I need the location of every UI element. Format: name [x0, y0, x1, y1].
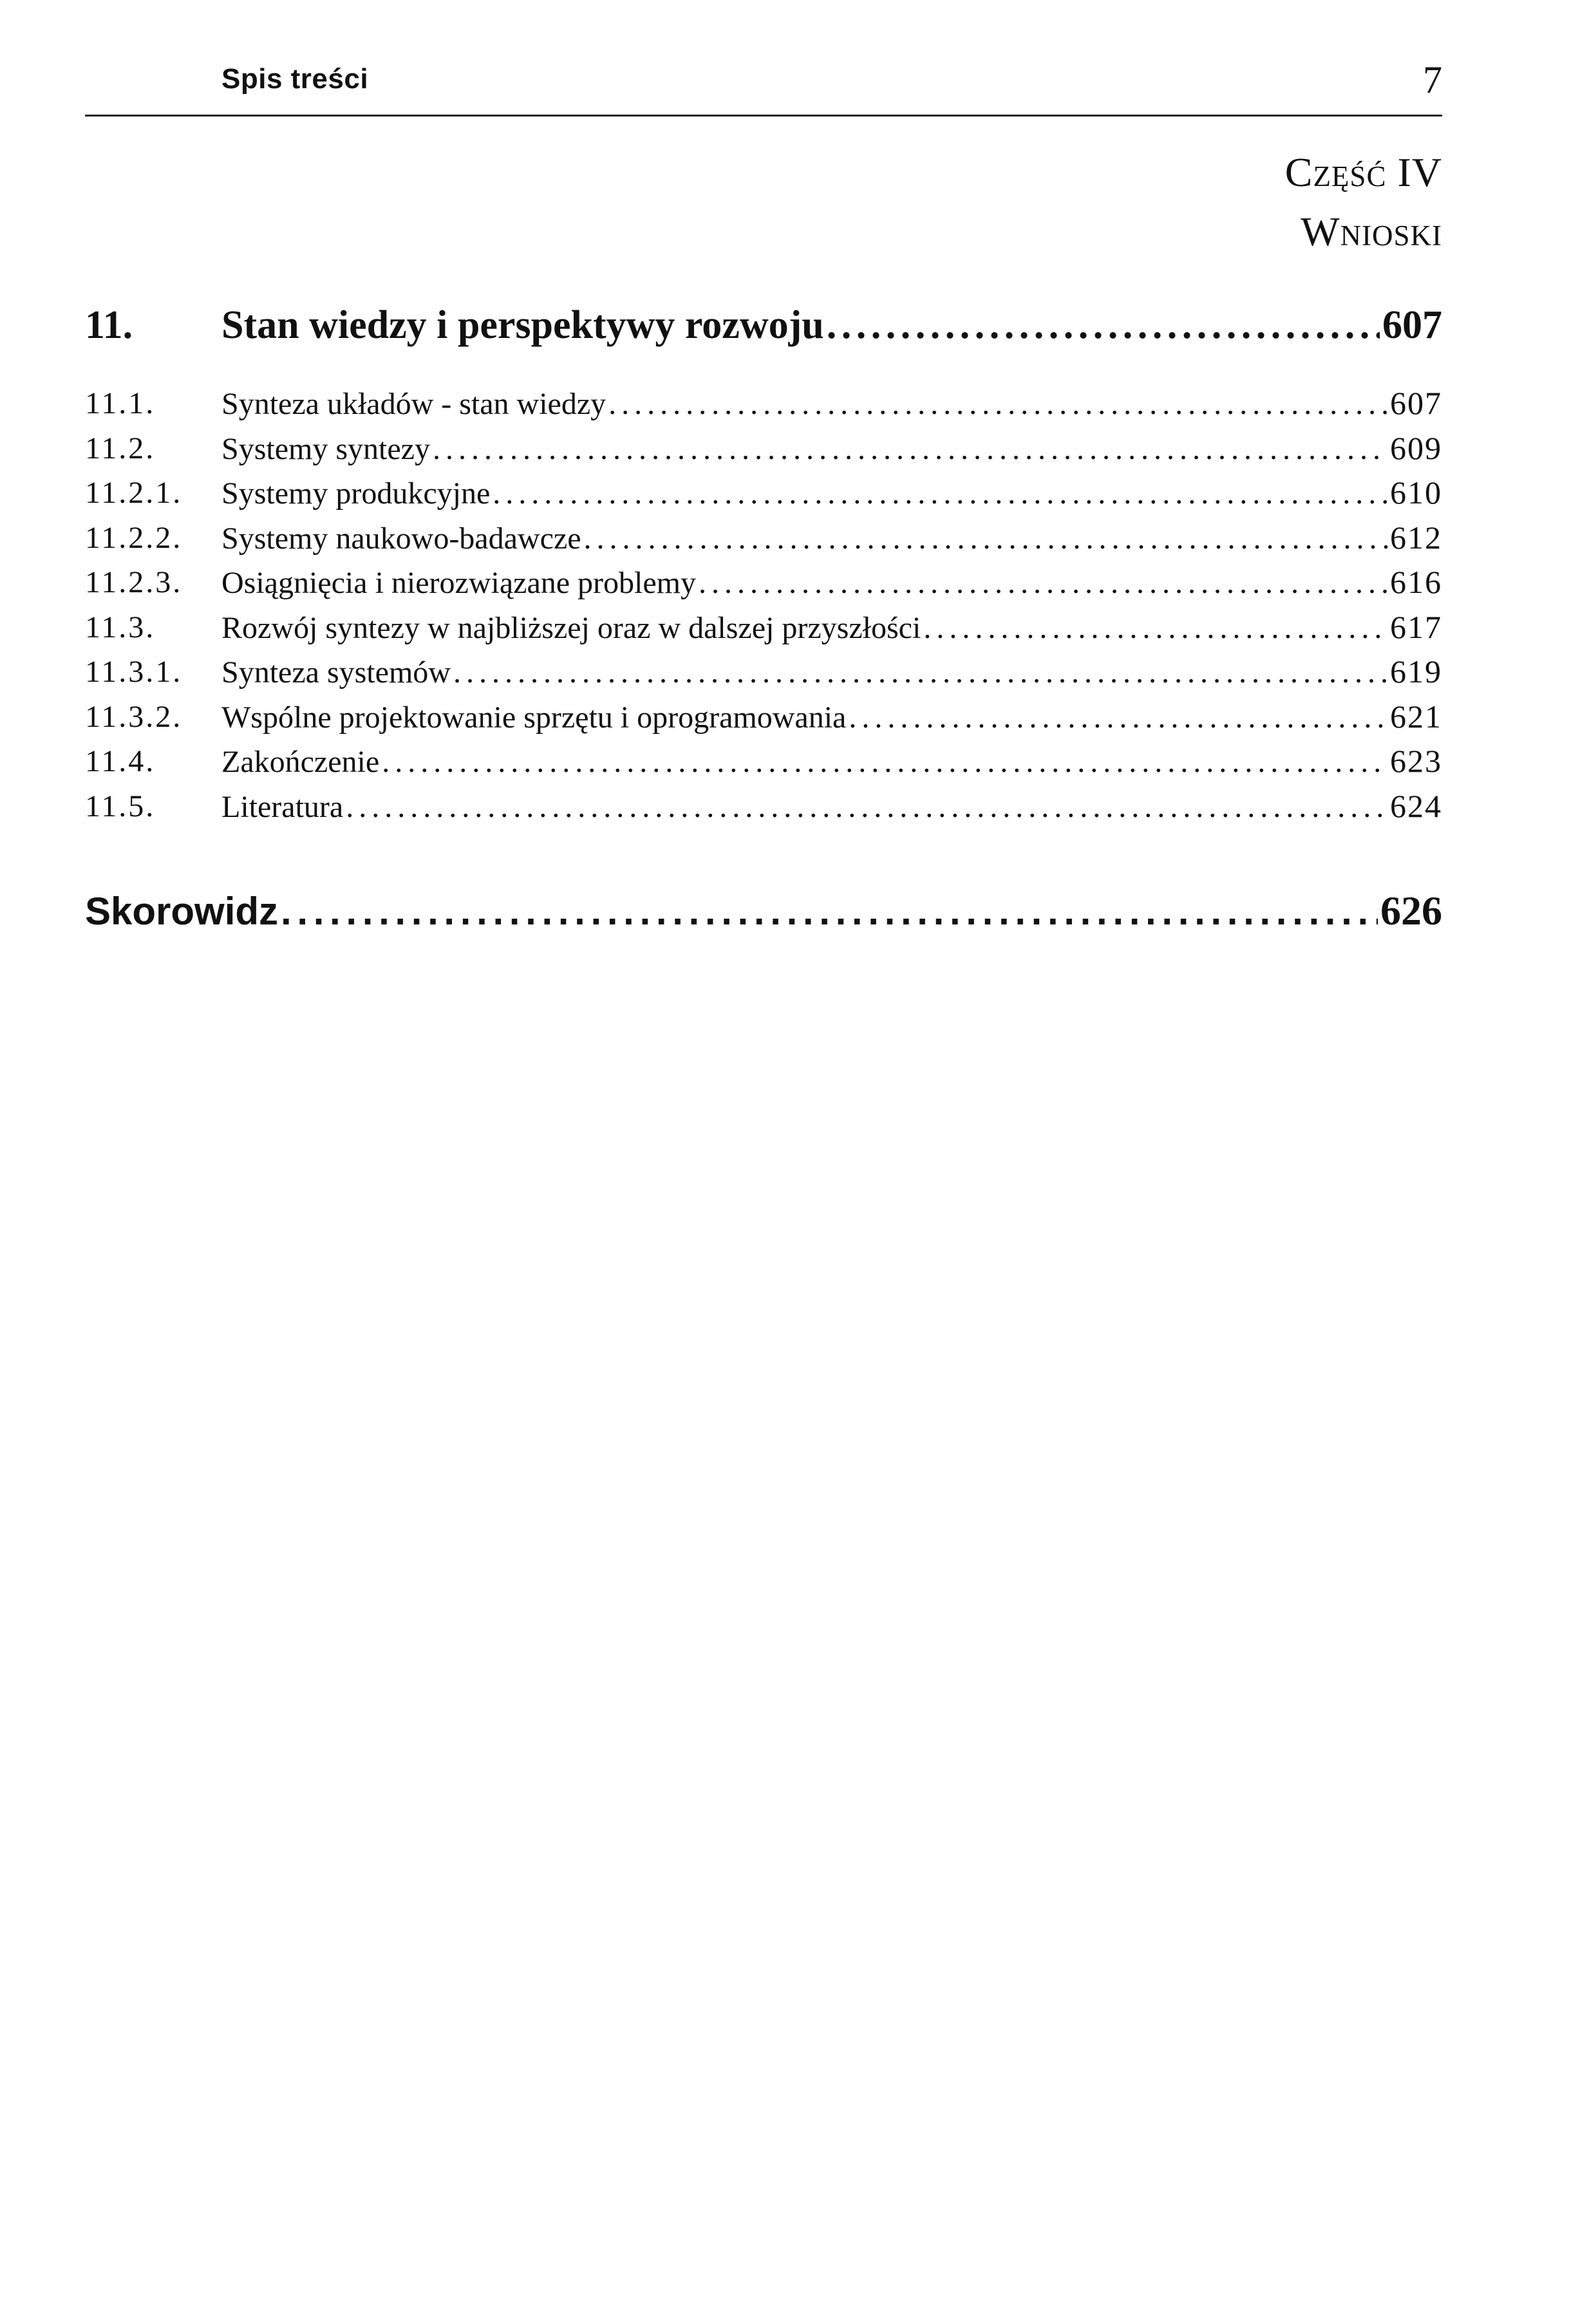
section-title: Systemy syntezy	[221, 431, 430, 466]
part-heading	[1285, 143, 1442, 261]
chapter-line	[221, 303, 1442, 348]
section-number: 11.2.3.	[85, 565, 183, 599]
section-page-number: 623	[1390, 743, 1442, 779]
section-number: 11.2.1.	[85, 476, 183, 510]
dot-leader	[493, 471, 1387, 516]
toc-entry[interactable]	[85, 426, 1442, 471]
dot-leader	[923, 606, 1387, 651]
running-header-title: Spis treści	[221, 63, 369, 95]
running-header	[85, 57, 1442, 117]
dot-leader	[382, 740, 1387, 785]
section-number: 11.2.2.	[85, 520, 183, 555]
section-number: 11.3.2.	[85, 699, 183, 734]
toc-entry[interactable]	[85, 739, 1442, 784]
toc-entry[interactable]	[85, 650, 1442, 695]
section-title: Literatura	[221, 789, 344, 824]
dot-leader	[608, 382, 1387, 427]
dot-leader	[827, 303, 1380, 348]
section-title: Wspólne projektowanie sprzętu i oprogramowania	[221, 700, 847, 735]
dot-leader	[699, 561, 1387, 606]
section-page-number: 617	[1390, 608, 1442, 645]
section-line	[221, 426, 1442, 472]
toc-entry[interactable]	[85, 471, 1442, 516]
dot-leader	[584, 516, 1388, 561]
dot-leader	[346, 785, 1387, 830]
section-page-number: 609	[1390, 429, 1442, 466]
chapter-entry[interactable]	[85, 303, 1442, 354]
section-number: 11.3.	[85, 610, 156, 644]
chapter-title: Stan wiedzy i perspektywy rozwoju	[221, 303, 824, 347]
section-title: Zakończenie	[221, 745, 380, 779]
toc-entry[interactable]	[85, 560, 1442, 605]
index-title: Skorowidz	[85, 890, 279, 933]
section-number: 11.4.	[85, 744, 156, 778]
section-number: 11.3.1.	[85, 655, 183, 689]
dot-leader	[849, 695, 1387, 740]
section-page-number: 619	[1390, 653, 1442, 689]
section-line	[221, 784, 1442, 830]
section-list	[85, 381, 1442, 829]
running-header-page-number: 7	[1423, 59, 1442, 101]
toc-entry[interactable]	[85, 695, 1442, 740]
section-line	[221, 739, 1442, 785]
toc-entry[interactable]	[85, 381, 1442, 426]
index-page-number: 626	[1380, 888, 1442, 933]
section-line	[221, 516, 1442, 561]
chapter-number: 11.	[85, 303, 133, 347]
section-title: Synteza systemów	[221, 655, 451, 689]
section-title: Osiągnięcia i nierozwiązane problemy	[221, 566, 697, 600]
section-title: Synteza układów - stan wiedzy	[221, 387, 607, 421]
dot-leader	[281, 889, 1378, 933]
section-title: Rozwój syntezy w najbliższej oraz w dalszej przyszłości	[221, 610, 921, 645]
section-page-number: 612	[1390, 519, 1442, 556]
part-label: Część IV	[1284, 149, 1442, 195]
section-page-number: 616	[1390, 564, 1442, 600]
section-line	[221, 560, 1442, 606]
section-page-number: 607	[1390, 385, 1442, 421]
section-line	[221, 381, 1442, 427]
section-page-number: 621	[1390, 698, 1442, 735]
toc-entry[interactable]	[85, 605, 1442, 650]
section-line	[221, 650, 1442, 695]
section-page-number: 624	[1390, 787, 1442, 824]
section-number: 11.2.	[85, 431, 156, 465]
part-title: Wnioski	[1301, 209, 1442, 254]
toc-entry[interactable]	[85, 784, 1442, 829]
dot-leader	[433, 427, 1387, 472]
index-entry[interactable]	[85, 887, 1442, 939]
section-number: 11.5.	[85, 789, 156, 823]
chapter-page-number: 607	[1382, 303, 1442, 347]
section-line	[221, 605, 1442, 651]
section-page-number: 610	[1390, 474, 1442, 511]
section-line	[221, 695, 1442, 740]
section-number: 11.1.	[85, 386, 156, 420]
toc-entry[interactable]	[85, 516, 1442, 561]
section-title: Systemy naukowo-badawcze	[221, 521, 581, 556]
section-title: Systemy produkcyjne	[221, 476, 491, 511]
dot-leader	[453, 650, 1387, 695]
section-line	[221, 471, 1442, 516]
